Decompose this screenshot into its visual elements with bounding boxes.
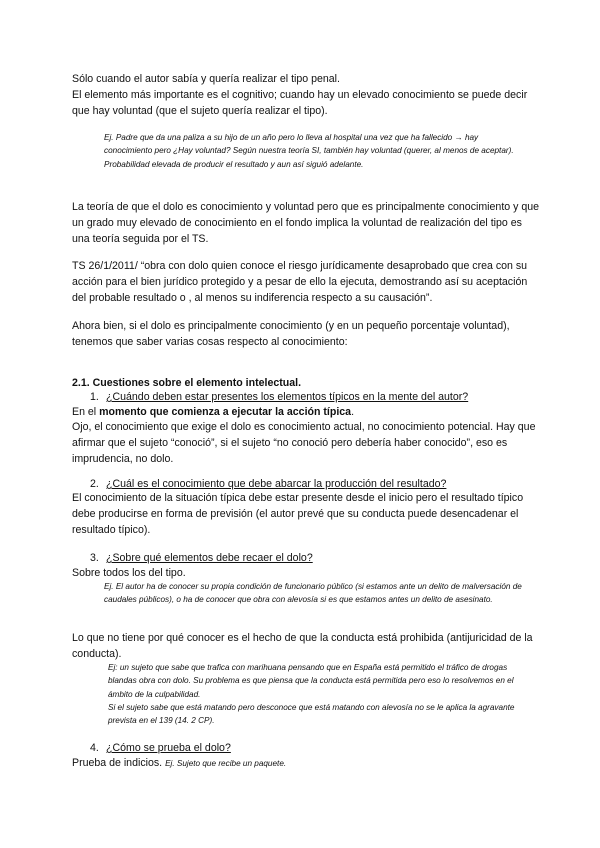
example-alevosia: Si el sujeto sabe que está matando pero desconoce que está matando con alevosía no se le aplica la agravante prevista en el 139 (14. 2 CP).	[108, 703, 515, 726]
example-padre: Ej. Padre que da una paliza a su hijo de un año pero lo lleva al hospital una vez que ha fallecido → hay conocimiento pero ¿Hay voluntad? Según nuestra teoría SI, también hay voluntad (querer, al menos de aceptar). Probabilidad elevada de producir el resultado y aun así siguió adelante.	[104, 133, 514, 169]
question-4-example: Ej. Sujeto que recibe un paquete.	[165, 759, 287, 768]
ts-quote-paragraph: TS 26/1/2011/ “obra con dolo quien conoce el riesgo jurídicamente desaprobado que crea con su acción para el bien jurídico protegido y a pesar de ello la ejecuta, demostrando así su aceptación del probable resultado o , al menos su indiferencia respecto a su causación”.	[72, 260, 528, 304]
question-1-answer	[72, 404, 542, 420]
question-2-text: ¿Cuál es el conocimiento que debe abarcar la producción del resultado?	[106, 478, 447, 490]
question-1	[90, 389, 468, 405]
question-1-body: Ojo, el conocimiento que exige el dolo es conocimiento actual, no conocimiento potencial. Hay que afirmar que el sujeto “conoció”, si el sujeto “no conoció pero debería haber conocido”, eso es imprudencia, no dolo.	[72, 421, 536, 465]
question-3	[90, 550, 313, 566]
question-1-text: ¿Cuándo deben estar presentes los elementos típicos en la mente del autor?	[106, 391, 469, 403]
answer-suffix: .	[351, 406, 355, 418]
question-2-number: 2.	[90, 478, 99, 490]
question-4-answer	[72, 755, 542, 772]
question-3-body: Lo que no tiene por qué conocer es el hecho de que la conducta está prohibida (antijuricidad de la conducta).	[72, 632, 533, 660]
question-3-answer: Sobre todos los del tipo.	[72, 567, 186, 579]
answer-prefix: En el	[72, 406, 100, 418]
example-funcionario: Ej. El autor ha de conocer su propia condición de funcionario público (si estamos ante un delito de malversación de caudales públicos), o ha de conocer que obra con alevosía si es que estamos antes un delito de asesinato.	[104, 582, 522, 605]
question-2-body: El conocimiento de la situación típica debe estar presente desde el inicio pero el resultado típico debe producirse en forma de previsión (el autor prevé que su conducta puede desencadenar el resultado típico).	[72, 492, 524, 536]
theory-paragraph: La teoría de que el dolo es conocimiento y voluntad pero que es principalmente conocimiento y que un grado muy elevado de conocimiento en el fondo implica la voluntad de realización del tipo es una teoría seguida por el TS.	[72, 201, 540, 245]
knowledge-intro-paragraph: Ahora bien, si el dolo es principalmente conocimiento (y en un pequeño porcentaje voluntad), tenemos que saber varias cosas respecto al conocimiento:	[72, 320, 510, 348]
question-1-number: 1.	[90, 391, 99, 403]
example-marihuana: Ej: un sujeto que sabe que trafica con marihuana pensando que en España está permitido el tráfico de drogas blandas obra con dolo. Su problema es que piensa que la conducta está permitida pero eso lo resolvemos en el ámbito de la culpabilidad.	[108, 663, 514, 699]
question-3-text: ¿Sobre qué elementos debe recaer el dolo?	[106, 552, 313, 564]
question-4-number: 4.	[90, 742, 99, 754]
intro-line-2: El elemento más importante es el cognitivo; cuando hay un elevado conocimiento se puede decir que hay voluntad (que el sujeto quería realizar el tipo).	[72, 89, 528, 117]
question-3-number: 3.	[90, 552, 99, 564]
section-heading: 2.1. Cuestiones sobre el elemento intelectual.	[72, 377, 302, 389]
question-4-answer-text: Prueba de indicios.	[72, 757, 166, 769]
question-4	[90, 740, 231, 756]
answer-bold: momento que comienza a ejecutar la acción típica	[99, 406, 352, 418]
intro-line-1: Sólo cuando el autor sabía y quería realizar el tipo penal.	[72, 73, 340, 85]
question-4-text: ¿Cómo se prueba el dolo?	[106, 742, 231, 754]
